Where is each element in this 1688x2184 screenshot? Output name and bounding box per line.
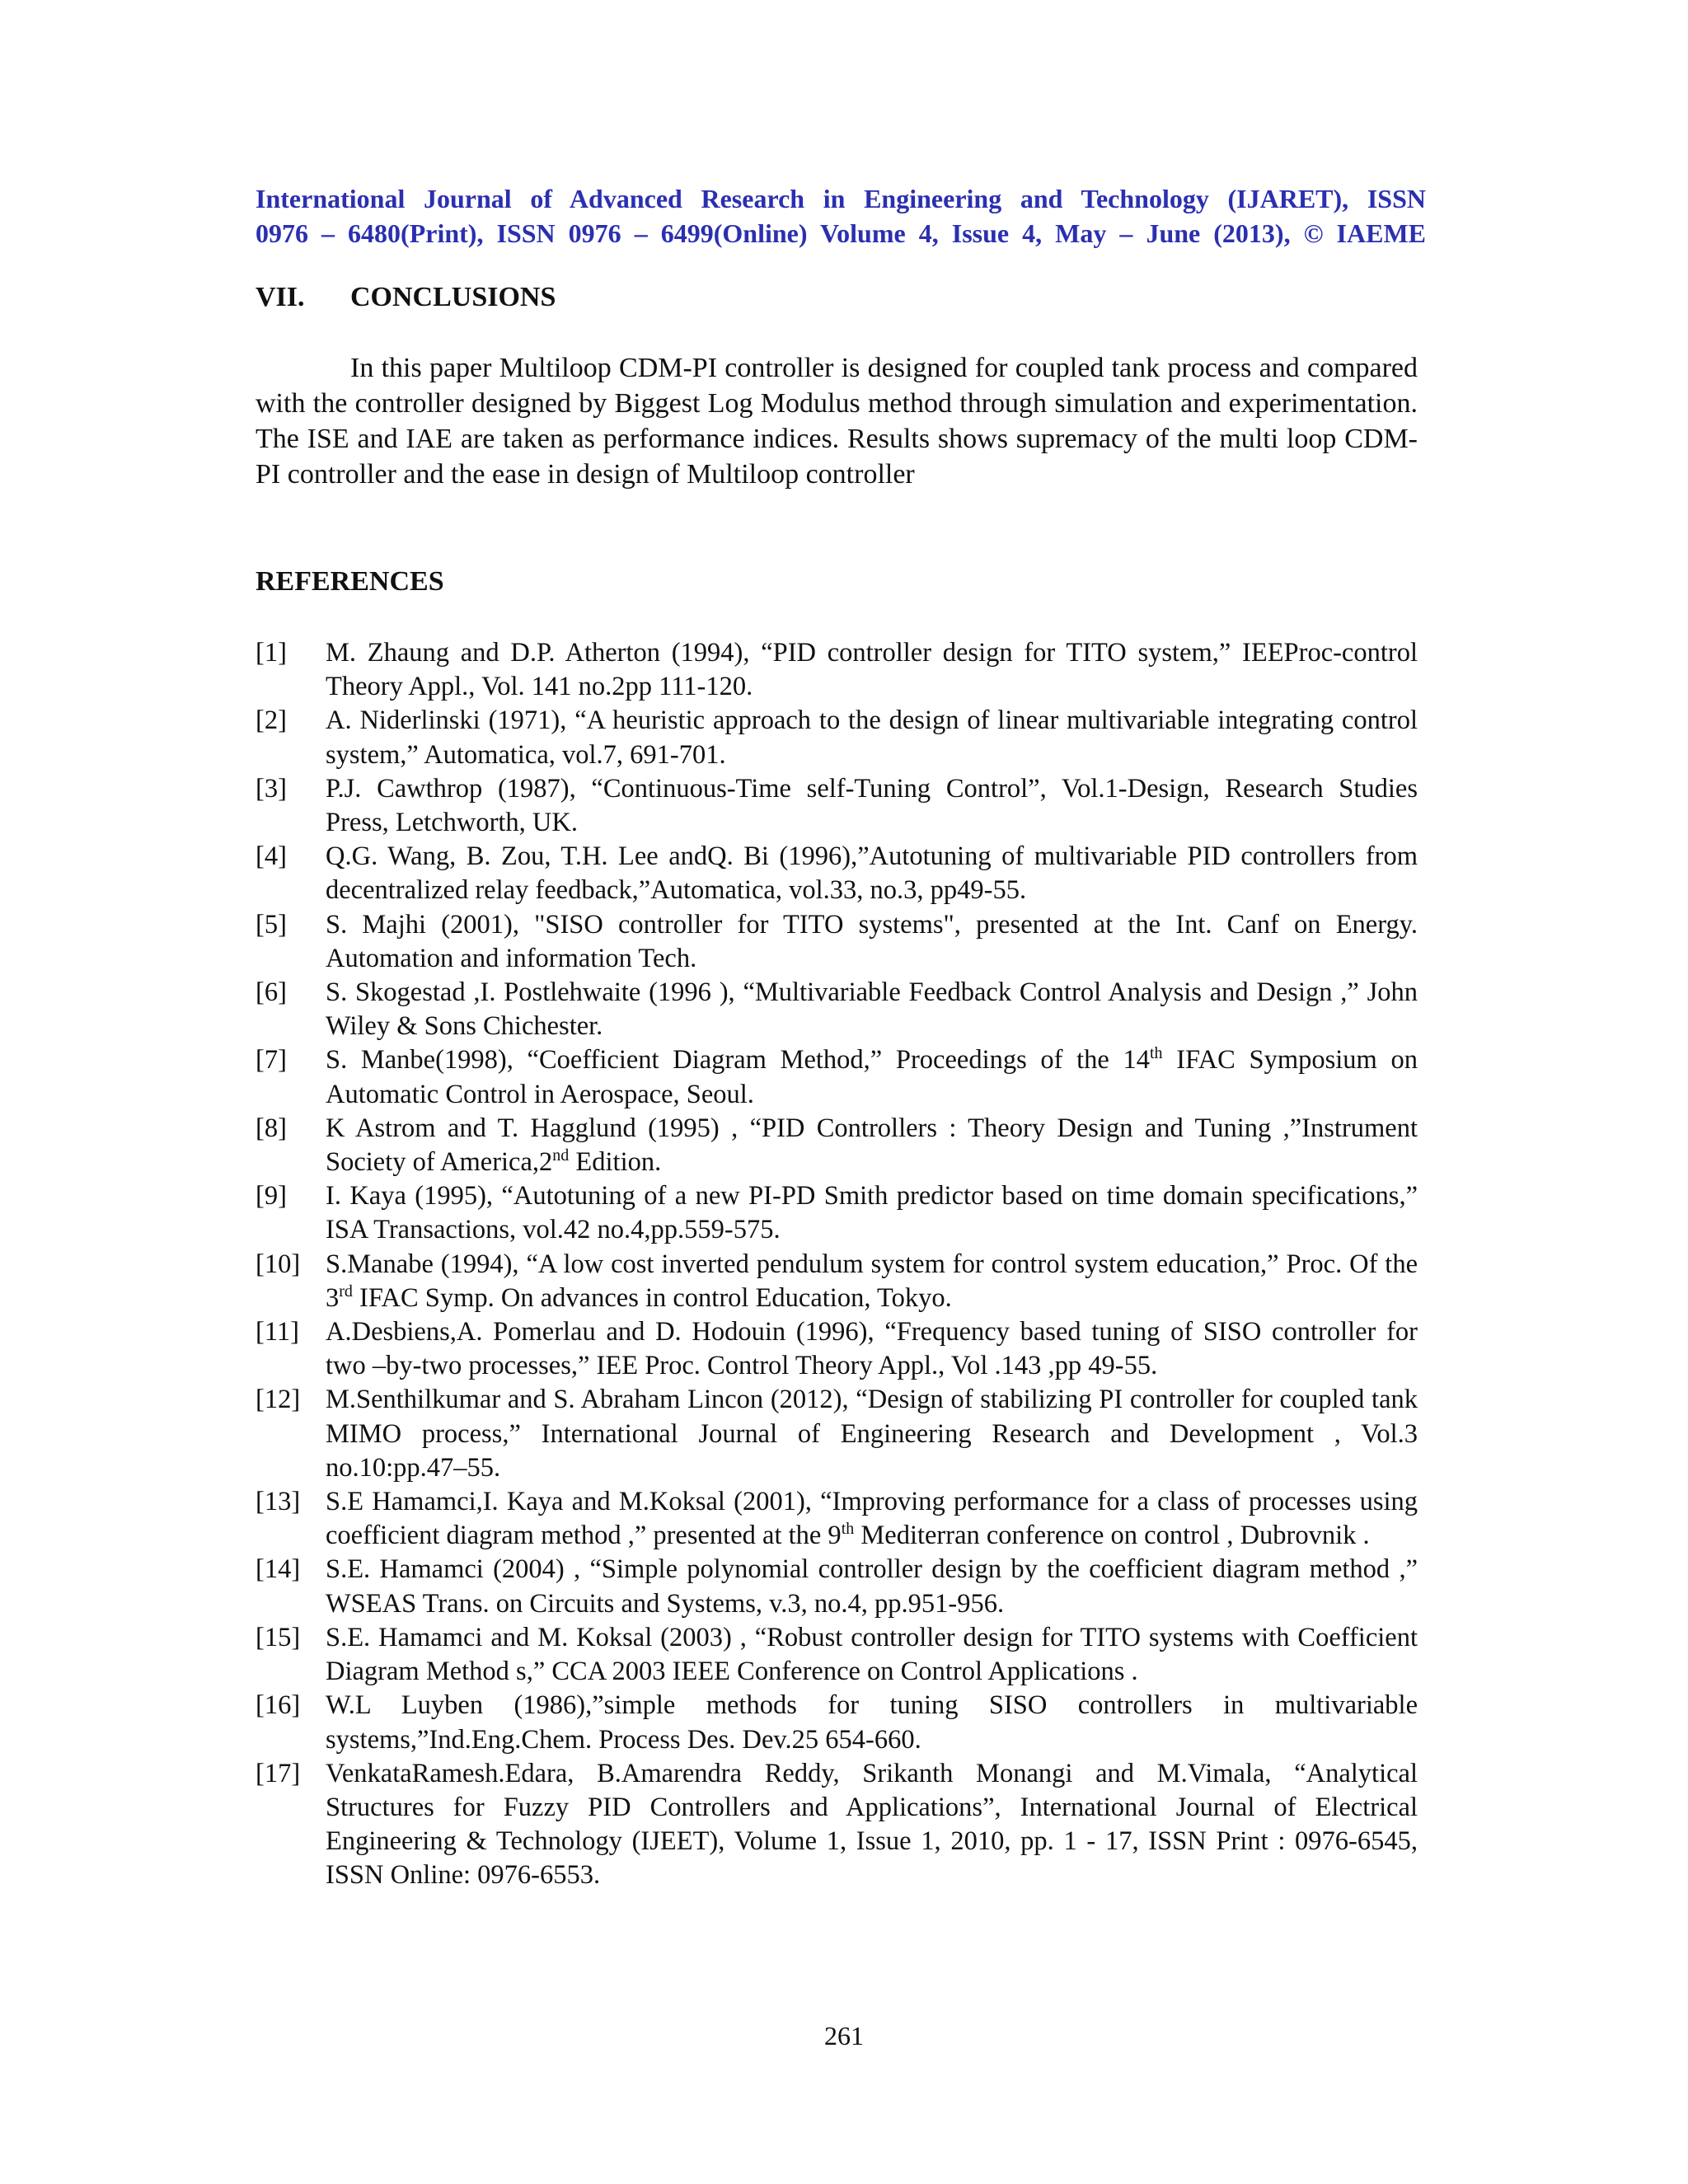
reference-text	[326, 1689, 1418, 1756]
reference-number: [14]	[256, 1554, 301, 1585]
section-number: VII.	[256, 282, 305, 312]
conclusions-paragraph	[256, 350, 1418, 492]
reference-text-main: S. Skogestad ,I. Postlehwaite (1996 ), “Multivariable Feedback Control Analysis and Design ,” John Wiley & Sons Chichester.	[326, 977, 1418, 1042]
reference-item	[256, 704, 1418, 771]
reference-text	[326, 704, 1418, 771]
reference-text	[326, 772, 1418, 840]
reference-text	[326, 908, 1418, 976]
reference-number: [6]	[256, 977, 287, 1008]
reference-text-continued: Mediterran conference on control , Dubrovnik .	[854, 1521, 1370, 1551]
reference-text	[326, 1621, 1418, 1689]
conclusions-heading	[256, 280, 556, 315]
reference-text-continued: Edition.	[569, 1147, 662, 1178]
reference-text	[326, 1383, 1418, 1485]
reference-number: [15]	[256, 1622, 301, 1652]
reference-text	[326, 1179, 1418, 1247]
reference-superscript: th	[841, 1520, 855, 1539]
reference-number: [17]	[256, 1758, 301, 1788]
reference-number: [13]	[256, 1487, 301, 1517]
reference-item	[256, 1757, 1418, 1893]
reference-text	[326, 1553, 1418, 1620]
reference-text-main: I. Kaya (1995), “Autotuning of a new PI-PD Smith predictor based on time domain specifications,” ISA Transactions, vol.42 no.4,pp.559-575.	[326, 1181, 1418, 1245]
reference-text-main: Q.G. Wang, B. Zou, T.H. Lee andQ. Bi (1996),”Autotuning of multivariable PID controllers from decentralized relay feedback,”Automatica, vol.33, no.3, pp49-55.	[326, 841, 1418, 906]
reference-item	[256, 1112, 1418, 1179]
reference-text-main: S. Majhi (2001), "SISO controller for TITO systems", presented at the Int. Canf on Energy. Automation and information Tech.	[326, 909, 1418, 973]
references-heading: REFERENCES	[256, 566, 444, 597]
reference-item	[256, 636, 1418, 704]
reference-text-main: S.E. Hamamci (2004) , “Simple polynomial controller design by the coefficient diagram method ,” WSEAS Trans. on Circuits and Systems, v.3, no.4, pp.951-956.	[326, 1554, 1418, 1619]
reference-item	[256, 1383, 1418, 1485]
reference-text-main: S.E Hamamci,I. Kaya and M.Koksal (2001), “Improving performance for a class of processes using coefficient diagram method ,” presented at the 9	[326, 1487, 1418, 1551]
reference-text	[326, 1485, 1418, 1553]
conclusions-text: In this paper Multiloop CDM-PI controller is designed for coupled tank process and compared with the controller designed by Biggest Log Modulus method through simulation and experimentation. The ISE and IAE are taken as performance indices. Results shows supremacy of the multi loop CDM-PI controller and the ease in design of Multiloop controller	[256, 353, 1418, 490]
reference-text-main: W.L Luyben (1986),”simple methods for tuning SISO controllers in multivariable systems,”Ind.Eng.Chem. Process Des. Dev.25 654-660.	[326, 1690, 1418, 1755]
reference-superscript: rd	[339, 1282, 353, 1301]
reference-text-main: S.E. Hamamci and M. Koksal (2003) , “Robust controller design for TITO systems with Coefficient Diagram Method s,” CCA 2003 IEEE Conference on Control Applications .	[326, 1622, 1418, 1687]
reference-superscript: th	[1150, 1044, 1163, 1063]
page-number: 261	[824, 2021, 864, 2050]
reference-item	[256, 908, 1418, 976]
reference-text	[326, 840, 1418, 907]
reference-text	[326, 636, 1418, 704]
reference-number: [1]	[256, 638, 287, 668]
reference-number: [7]	[256, 1045, 287, 1076]
reference-number: [5]	[256, 909, 287, 940]
reference-number: [9]	[256, 1181, 287, 1212]
reference-text-continued: IFAC Symposium on Automatic Control in Aerospace, Seoul.	[326, 1045, 1418, 1109]
reference-superscript: nd	[552, 1146, 570, 1165]
reference-text	[326, 1757, 1418, 1893]
reference-number: [16]	[256, 1690, 301, 1721]
reference-text	[326, 1315, 1418, 1383]
reference-text-main: A. Niderlinski (1971), “A heuristic approach to the design of linear multivariable integrating control system,” Automatica, vol.7, 691-701.	[326, 705, 1418, 770]
reference-number: [12]	[256, 1385, 301, 1415]
reference-text-main: M. Zhaung and D.P. Atherton (1994), “PID controller design for TITO system,” IEEProc-control Theory Appl., Vol. 141 no.2pp 111-120.	[326, 638, 1418, 702]
reference-text-continued: IFAC Symp. On advances in control Education, Tokyo.	[352, 1282, 952, 1313]
reference-item	[256, 1621, 1418, 1689]
reference-text	[326, 1248, 1418, 1315]
reference-item	[256, 772, 1418, 840]
reference-text-main: A.Desbiens,A. Pomerlau and D. Hodouin (1996), “Frequency based tuning of SISO controller for two –by-two processes,” IEE Proc. Control Theory Appl., Vol .143 ,pp 49-55.	[326, 1317, 1418, 1381]
reference-item	[256, 976, 1418, 1043]
section-title: CONCLUSIONS	[350, 282, 556, 312]
reference-item	[256, 1485, 1418, 1553]
reference-number: [3]	[256, 773, 287, 804]
reference-number: [11]	[256, 1317, 299, 1347]
reference-number: [2]	[256, 705, 287, 736]
reference-text	[326, 976, 1418, 1043]
reference-text-main: S.Manabe (1994), “A low cost inverted pendulum system for control system education,” Proc. Of the 3	[326, 1249, 1418, 1313]
reference-text-main: P.J. Cawthrop (1987), “Continuous-Time self-Tuning Control”, Vol.1-Design, Research Studies Press, Letchworth, UK.	[326, 773, 1418, 838]
reference-item	[256, 1248, 1418, 1315]
reference-item	[256, 1689, 1418, 1756]
reference-item	[256, 1315, 1418, 1383]
reference-item	[256, 1553, 1418, 1620]
reference-number: [8]	[256, 1113, 287, 1143]
reference-number: [4]	[256, 841, 287, 872]
reference-text	[326, 1112, 1418, 1179]
reference-text-main: S. Manbe(1998), “Coefficient Diagram Method,” Proceedings of the 14	[326, 1045, 1150, 1076]
reference-item	[256, 1043, 1418, 1111]
reference-text-main: M.Senthilkumar and S. Abraham Lincon (2012), “Design of stabilizing PI controller for coupled tank MIMO process,” International Journal of Engineering Research and Development , Vol.3 no.10:pp.47–55.	[326, 1385, 1418, 1483]
reference-item	[256, 840, 1418, 907]
reference-text-main: VenkataRamesh.Edara, B.Amarendra Reddy, Srikanth Monangi and M.Vimala, “Analytical Structures for Fuzzy PID Controllers and Applications”, International Journal of Electrical Engineering & Technology (IJEET), Volume 1, Issue 1, 2010, pp. 1 - 17, ISSN Print : 0976-6545, ISSN Online: 0976-6553.	[326, 1758, 1418, 1891]
reference-list	[256, 636, 1418, 1893]
reference-number: [10]	[256, 1249, 301, 1279]
journal-header-line-2: 0976 – 6480(Print), ISSN 0976 – 6499(Online) Volume 4, Issue 4, May – June (2013), © IAEME	[256, 218, 1426, 248]
reference-text	[326, 1043, 1418, 1111]
reference-text-main: K Astrom and T. Hagglund (1995) , “PID Controllers : Theory Design and Tuning ,”Instrument Society of America,2	[326, 1113, 1418, 1178]
reference-item	[256, 1179, 1418, 1247]
journal-header	[256, 181, 1426, 251]
journal-header-line-1: International Journal of Advanced Research in Engineering and Technology (IJARET), ISSN	[256, 184, 1426, 213]
